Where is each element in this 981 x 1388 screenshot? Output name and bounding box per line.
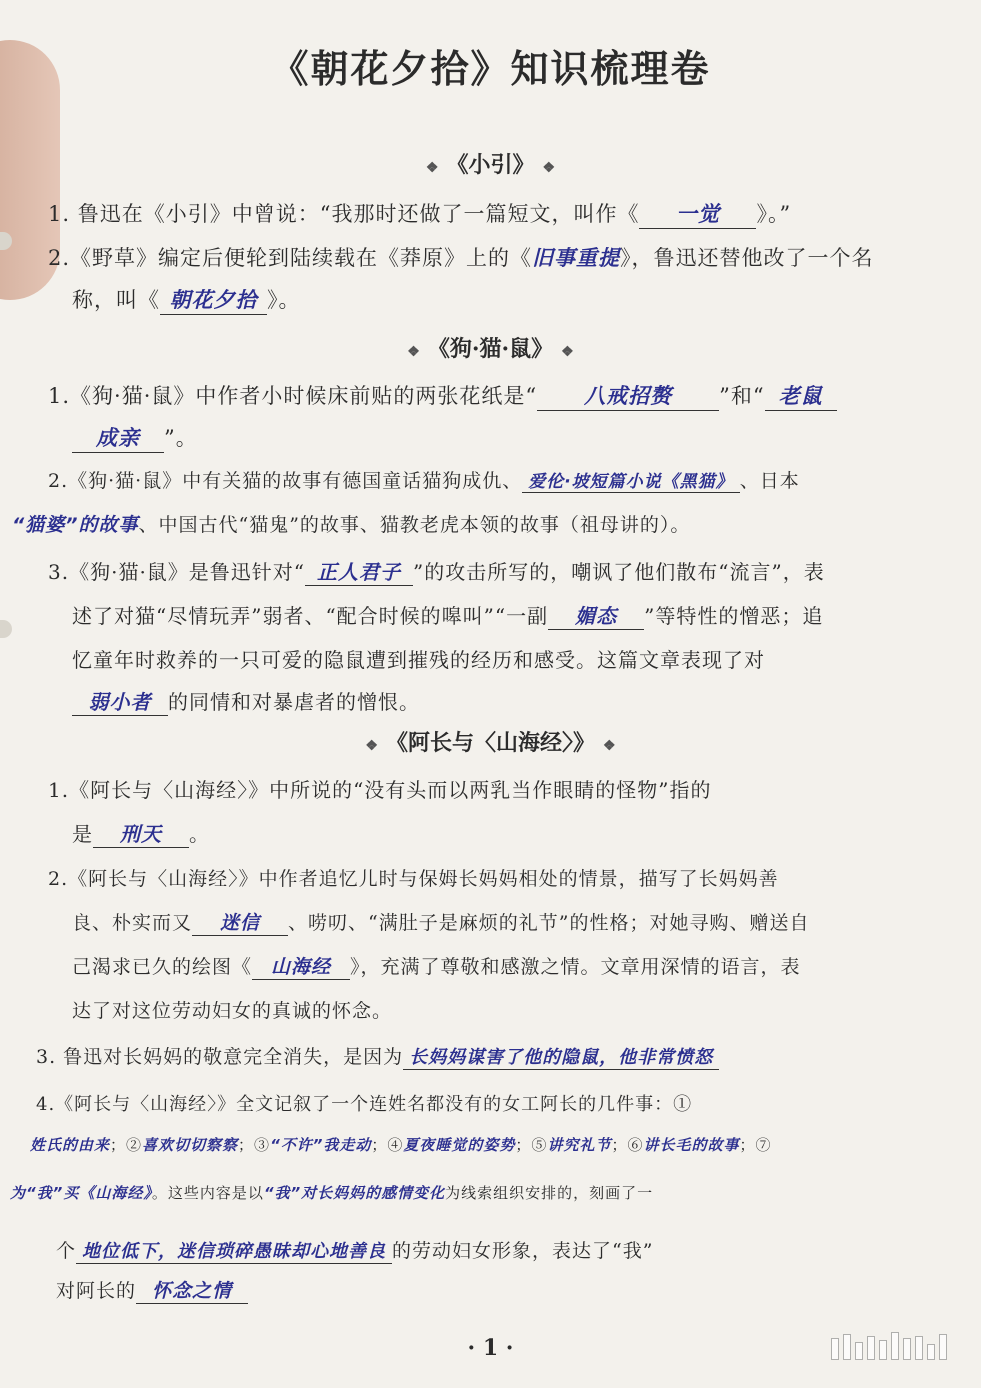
ornament-icon: ❖: [407, 344, 420, 360]
answer-blank: 怀念之情: [136, 1276, 248, 1304]
answer-text: 姓氏的由来: [30, 1136, 111, 1154]
ornament-icon: ❖: [365, 738, 378, 754]
ornament-icon: ❖: [542, 160, 556, 176]
question-line: 成亲 ”。: [72, 422, 198, 453]
answer-blank: 地位低下，迷信琐碎愚昧却心地善良: [76, 1237, 392, 1264]
question-line: 1. 鲁迅在《小引》中曾说：“我那时还做了一篇短文，叫作《 一觉 》。”: [48, 198, 791, 229]
answer-text: 喜欢切切察察: [142, 1136, 239, 1154]
question-line: 3.《狗·猫·鼠》是鲁迅针对“ 正人君子 ”的攻击所写的，嘲讽了他们散布“流言”，表: [48, 556, 825, 586]
section-heading-a-chang: ❖ 《阿长与〈山海经〉》 ❖: [0, 726, 981, 757]
answer-text: “猫婆”的故事: [12, 514, 139, 536]
ornament-icon: ❖: [561, 344, 574, 360]
answer-text: “我”对长妈妈的感情变化: [263, 1184, 446, 1202]
section-heading-xiaoyin: ❖ 《小引》 ❖: [0, 148, 981, 179]
answer-blank: 弱小者: [72, 686, 168, 716]
answer-blank: 迷信: [192, 908, 288, 936]
question-line: 1.《阿长与〈山海经〉》中所说的“没有头而以两乳当作眼睛的怪物”指的: [48, 778, 712, 802]
question-line: 2.《野草》编定后便轮到陆续载在《莽原》上的《旧事重提》，鲁迅还替他改了一个名: [48, 246, 874, 270]
answer-text: 夏夜睡觉的姿势: [403, 1136, 516, 1154]
binder-hole: [0, 620, 12, 638]
question-line: 2.《狗·猫·鼠》中有关猫的故事有德国童话猫狗成仇、 爱伦·坡短篇小说《黑猫》 、日本: [48, 466, 800, 493]
page-title: 《朝花夕拾》知识梳理卷: [270, 46, 711, 91]
answer-text: “不许”我走动: [270, 1136, 372, 1154]
answer-blank: 八戒招赘: [537, 380, 719, 411]
question-line: 述了对猫“尽情玩弄”弱者、“配合时候的嗥叫”“一副 媚态 ”等特性的憎恶；追: [72, 600, 823, 630]
question-line: 姓氏的由来；②喜欢切切察察；③“不许”我走动；④夏夜睡觉的姿势；⑤讲究礼节；⑥讲长毛的故事；⑦: [30, 1136, 772, 1154]
question-line: 对阿长的 怀念之情: [56, 1276, 248, 1304]
answer-text: 为“我”买《山海经》: [10, 1184, 152, 1202]
question-line: 为“我”买《山海经》。这些内容是以“我”对长妈妈的感情变化为线索组织安排的，刻画了一: [10, 1184, 654, 1202]
question-line: 4.《阿长与〈山海经〉》全文记叙了一个连姓名都没有的女工阿长的几件事：①: [36, 1094, 693, 1115]
answer-blank: 正人君子: [305, 556, 413, 586]
answer-blank: 爱伦·坡短篇小说《黑猫》: [522, 467, 739, 493]
page-number: · 1 ·: [467, 1335, 514, 1361]
answer-blank: 山海经: [252, 952, 350, 980]
question-line: 是 刑天 。: [72, 818, 210, 848]
question-line: 1.《狗·猫·鼠》中作者小时候床前贴的两张花纸是“ 八戒招赘 ”和“ 老鼠: [48, 380, 837, 411]
question-line: “猫婆”的故事、中国古代“猫鬼”的故事、猫教老虎本领的故事（祖母讲的）。: [12, 514, 691, 536]
answer-text: 讲长毛的故事: [643, 1136, 740, 1154]
question-line: 个 地位低下，迷信琐碎愚昧却心地善良 的劳动妇女形象，表达了“我”: [56, 1236, 653, 1264]
question-line: 达了对这位劳动妇女的真诚的怀念。: [72, 1000, 393, 1022]
answer-blank: 一觉: [639, 198, 756, 229]
answer-blank: 朝花夕拾: [160, 284, 267, 315]
question-line: 良、朴实而又 迷信 、唠叨、“满肚子是麻烦的礼节”的性格；对她寻购、赠送自: [72, 908, 809, 936]
question-line: 3. 鲁迅对长妈妈的敬意完全消失，是因为 长妈妈谋害了他的隐鼠，他非常愤怒: [36, 1042, 719, 1070]
answer-text: 讲究礼节: [547, 1136, 612, 1154]
answer-blank: 长妈妈谋害了他的隐鼠，他非常愤怒: [403, 1043, 719, 1070]
answer-blank: 刑天: [93, 818, 189, 848]
answer-text: 旧事重提: [532, 246, 621, 270]
question-line: 己渴求已久的绘图《 山海经 》，充满了尊敬和感激之情。文章用深情的语言，表: [72, 952, 801, 980]
answer-blank: 成亲: [72, 422, 164, 453]
watermark-bars-icon: [831, 1330, 951, 1360]
question-line: 忆童年时救养的一只可爱的隐鼠遭到摧残的经历和感受。这篇文章表现了对: [72, 648, 765, 672]
answer-blank: 老鼠: [765, 380, 837, 411]
question-line: 弱小者 的同情和对暴虐者的憎恨。: [72, 686, 420, 716]
answer-blank: 媚态: [548, 600, 644, 630]
ornament-icon: ❖: [425, 160, 439, 176]
question-line: 2.《阿长与〈山海经〉》中作者追忆儿时与保姆长妈妈相处的情景，描写了长妈妈善: [48, 868, 779, 890]
ornament-icon: ❖: [603, 738, 616, 754]
question-line: 称，叫《 朝花夕拾 》。: [72, 284, 301, 315]
section-heading-gou-mao-shu: ❖ 《狗·猫·鼠》 ❖: [0, 332, 981, 363]
